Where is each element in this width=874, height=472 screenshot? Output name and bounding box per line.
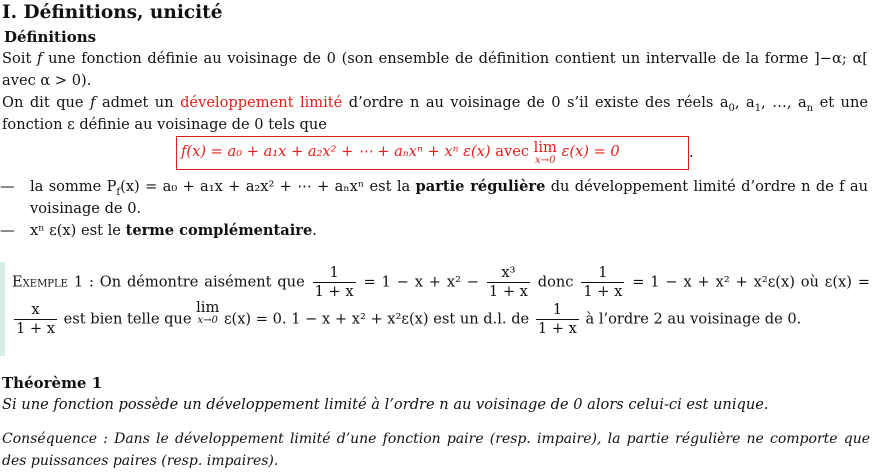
dl-term: développement limité xyxy=(180,94,343,111)
example-label: Exemple 1 xyxy=(12,273,84,291)
definition-paragraph: Soit f une fonction définie au voisinage de 0 (son ensemble de définition contient un intervalle de la forme ]−α; α[ avec α > 0). xyxy=(2,50,868,89)
example-side-bar xyxy=(0,262,5,356)
dl-definition-paragraph: On dit que f admet un développement limité d’ordre n au voisinage de 0 s’il existe des réels $a_0$, $a_1$, …, $a_n$ et une fonction ε définie au voisinage de 0 tels que xyxy=(2,94,868,133)
example-block: Exemple 1 : On démontre aisément que $\frac{1}{1 + x}$ = 1 − x + x² − $\frac{\text{x³}}{1 + x}$ donc $\frac{1}{1 + x}$ = 1 − x + x² + x²ε(x) où ε(x) = $\frac{x}{1 + x}$ est bien telle que lim x→0 ε(x) = 0. 1 − x + x² + x²ε(x) est un d.l. de $\frac{1}{1 + x}$ à l’ordre 2 au voisinage de 0. xyxy=(12,264,871,337)
list-item-complementary-term: — xⁿ ε(x) est le terme complémentaire. xyxy=(0,222,317,239)
section-title: I. Définitions, unicité xyxy=(2,2,223,23)
list-item-regular-part: — la somme $P_f(x) = a_0 + a_1x + a_2x^2$ + ⋯ + aₙxⁿ est la partie régulière du développement limité d’ordre n de f au voisinage de 0. xyxy=(0,178,868,217)
consequence-text: Conséquence : Dans le développement limité d’une fonction paire (resp. impaire), la partie régulière ne comporte que des puissances paires (resp. impaires). xyxy=(2,431,870,469)
formula-main: f(x) = a₀ + a₁x + a₂x² + ⋯ + aₙxⁿ + xⁿ ε(x) xyxy=(181,143,491,160)
subsection-title: Définitions xyxy=(4,28,97,46)
formula-limit: lim x→0 xyxy=(533,139,557,166)
theorem-statement: Si une fonction possède un développement limité à l’ordre n au voisinage de 0 alors celui-ci est unique. xyxy=(2,396,769,413)
theorem-title: Théorème 1 xyxy=(2,374,103,392)
formula-period: . xyxy=(689,144,694,161)
formula-box: f(x) = a₀ + a₁x + a₂x² + ⋯ + aₙxⁿ + xⁿ ε(x) avec lim x→0 ε(x) = 0 xyxy=(176,136,689,170)
